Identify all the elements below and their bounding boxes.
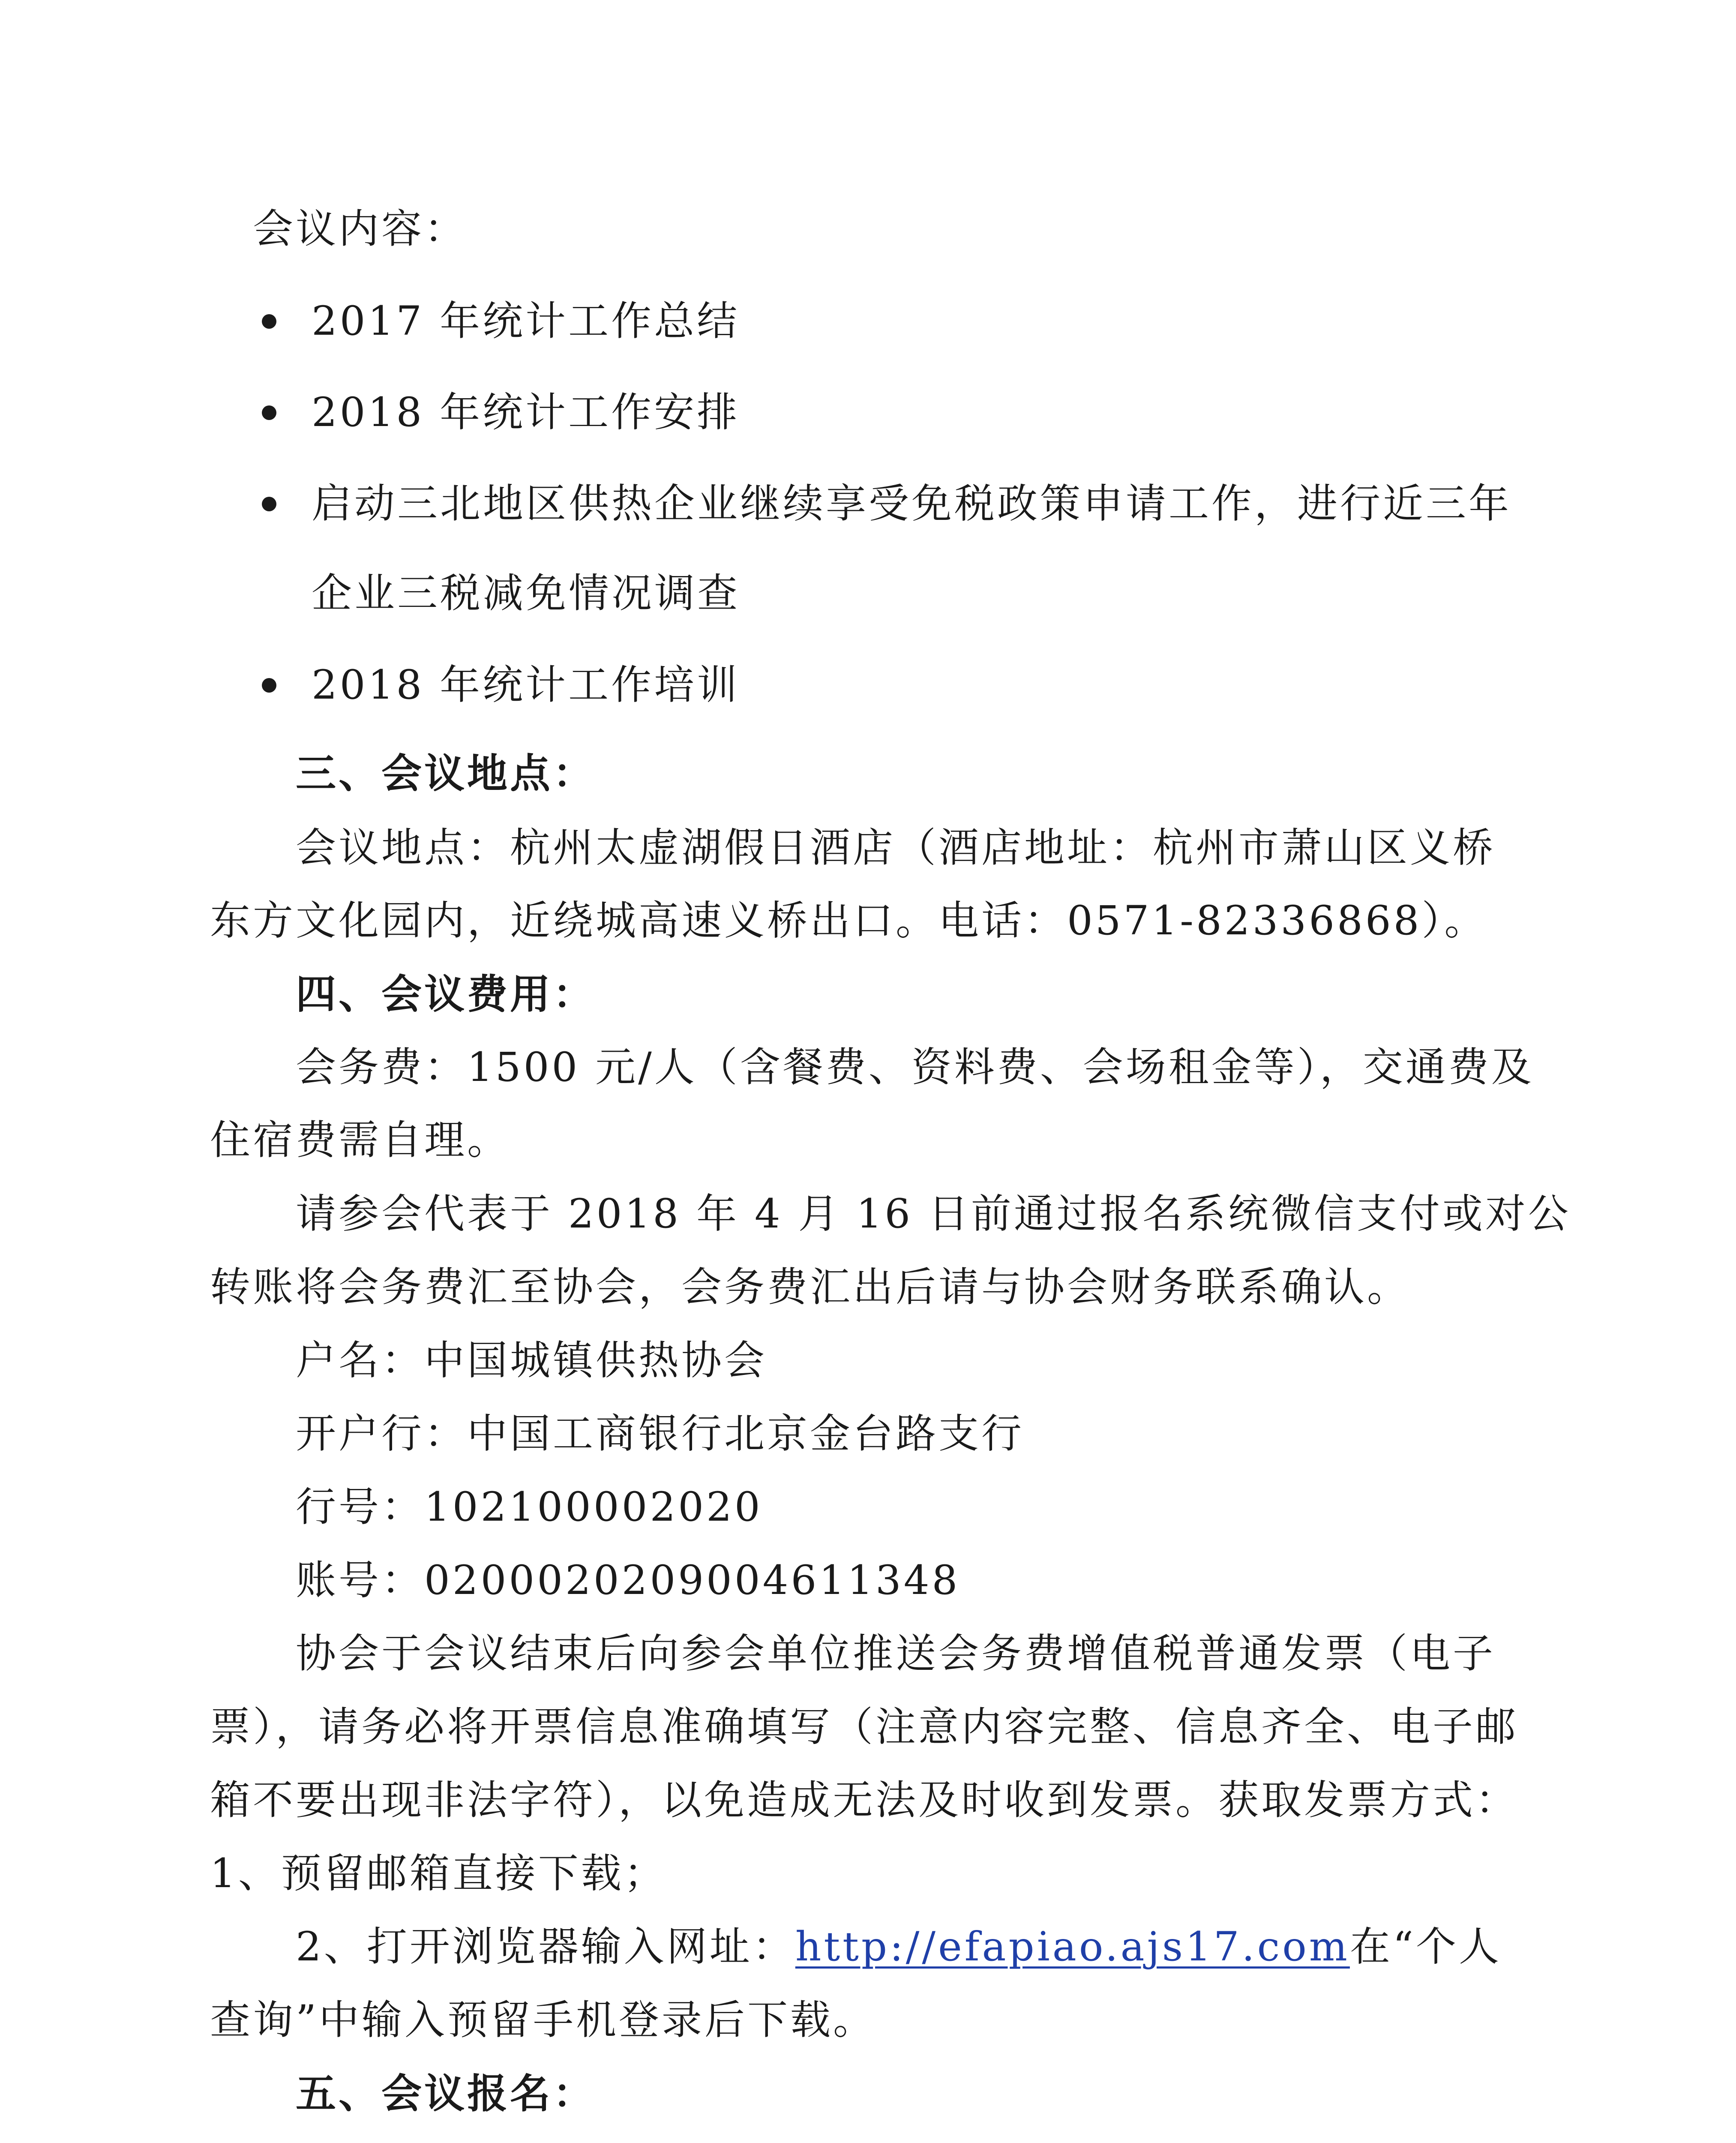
invoice-line-3: 箱不要出现非法字符），以免造成无法及时收到发票。获取发票方式： (210, 1777, 1519, 1824)
invoice-line-5 (296, 1921, 1502, 1973)
bullet-icon (262, 497, 276, 511)
venue-line-1: 会议地点：杭州太虚湖假日酒店（酒店地址：杭州市萧山区义桥 (296, 825, 1496, 871)
invoice-line-4: 1、预留邮箱直接下载； (210, 1850, 667, 1897)
bank-name: 开户行：中国工商银行北京金台路支行 (296, 1411, 1025, 1457)
fee-line-2: 住宿费需自理。 (210, 1117, 510, 1164)
meeting-item-2: 2018 年统计工作安排 (312, 389, 740, 436)
account-name: 户名：中国城镇供热协会 (296, 1337, 768, 1384)
invoice-line-6: 查询”中输入预留手机登录后下载。 (210, 1997, 876, 2044)
section-3-title: 三、会议地点： (296, 750, 596, 797)
account-number: 账号：0200020209004611348 (296, 1557, 960, 1604)
meeting-content-heading: 会议内容： (253, 206, 468, 252)
bullet-icon (262, 678, 276, 693)
payment-line-1: 请参会代表于 2018 年 4 月 16 日前通过报名系统微信支付或对公 (296, 1191, 1571, 1237)
invoice-line-1: 协会于会议结束后向参会单位推送会务费增值税普通发票（电子 (296, 1630, 1496, 1677)
registration-line-1 (296, 2141, 1588, 2143)
bullet-icon (262, 314, 276, 329)
invoice-link[interactable]: http://efapiao.ajs17.com (795, 1924, 1350, 1970)
invoice-line-2: 票），请务必将开票信息准确填写（注意内容完整、信息齐全、电子邮 (210, 1704, 1519, 1750)
fee-line-1: 会务费：1500 元/人（含餐费、资料费、会场租金等），交通费及 (296, 1044, 1534, 1091)
venue-line-2: 东方文化园内，近绕城高速义桥出口。电话：0571-82336868）。 (210, 897, 1487, 944)
invoice-line-5-suffix: 在“个人 (1349, 1924, 1502, 1970)
meeting-item-3: 启动三北地区供热企业继续享受免税政策申请工作，进行近三年 (312, 480, 1512, 527)
section-4-title: 四、会议费用： (296, 971, 596, 1018)
section-5-title: 五、会议报名： (296, 2070, 596, 2117)
payment-line-2: 转账将会务费汇至协会，会务费汇出后请与协会财务联系确认。 (210, 1264, 1410, 1311)
invoice-line-5-prefix: 2、打开浏览器输入网址： (296, 1924, 795, 1970)
bank-code: 行号：102100002020 (296, 1484, 763, 1531)
meeting-item-1: 2017 年统计工作总结 (312, 298, 740, 345)
bullet-icon (262, 405, 276, 420)
meeting-item-3-continued: 企业三税减免情况调查 (312, 570, 741, 617)
meeting-item-4: 2018 年统计工作培训 (312, 662, 740, 708)
